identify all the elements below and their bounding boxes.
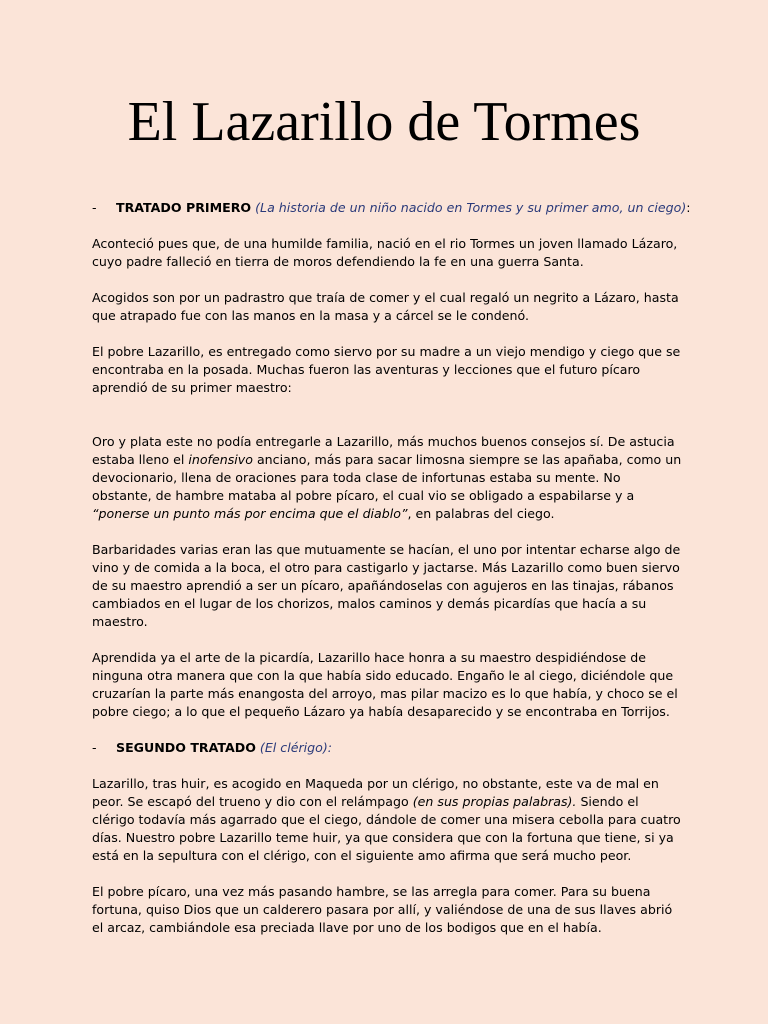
section-label: TRATADO PRIMERO: [116, 200, 252, 215]
paragraph-5: Barbaridades varias eran las que mutuamente se hacían, el uno por intentar echarse algo de vino y de comida a la boca, el otro para castigarlo y jactarse. Más Lazarillo como buen siervo de su maestro aprendió a ser un pícaro, apañándoselas con agujeros en las tinajas, rábanos cambiados en el lugar de los chorizos, malos caminos y demás picardías que hacía a su maestro.: [92, 542, 681, 629]
section-subtitle: (La historia de un niño nacido en Tormes y su primer amo, un ciego): [255, 200, 687, 215]
paragraph-8: El pobre pícaro, una vez más pasando hambre, se las arregla para comer. Para su buena fortuna, quiso Dios que un calderero pasara por allí, y valiéndose de una de sus llaves abrió el arcaz, cambiándole esa preciada llave por uno de los bodigos que en el había.: [92, 884, 673, 935]
paragraph-3: El pobre Lazarillo, es entregado como siervo por su madre a un viejo mendigo y ciego que se encontraba en la posada. Muchas fueron las aventuras y lecciones que el futuro pícaro aprendió de su primer maestro:: [92, 344, 681, 395]
section-heading-tratado-primero: [92, 199, 691, 217]
paragraph-4: [92, 433, 682, 523]
text-run: Siendo el clérigo todavía más agarrado que el ciego, dándole de comer una misera cebolla para cuatro días. Nuestro pobre Lazarillo teme huir, ya que considera que con la fortuna que tiene, si ya está en la sepultura con el clérigo, con el siguiente amo afirma que será mucho peor.: [92, 794, 681, 863]
text-run: anciano, más para sacar limosna siempre se las apañaba, como un devocionario, llena de oraciones para toda clase de infortunas estaba su mente. No obstante, de hambre mataba al pobre pícaro, el cual vio se obligado a espabilarse y a: [92, 452, 682, 503]
italic-text: inofensivo: [188, 452, 253, 467]
section-label: SEGUNDO TRATADO: [116, 740, 256, 755]
section-subtitle: (El clérigo):: [259, 740, 332, 755]
section-heading-segundo-tratado: [92, 739, 682, 757]
document-title: El Lazarillo de Tormes: [127, 91, 641, 153]
paragraph-2: Acogidos son por un padrastro que traía de comer y el cual regaló un negrito a Lázaro, hasta que atrapado fue con las manos en la masa y a cárcel se le condenó.: [92, 290, 679, 323]
italic-text: (en sus propias palabras).: [412, 794, 577, 809]
document-body: [92, 199, 691, 937]
paragraph-7: [92, 775, 682, 865]
paragraph-6: Aprendida ya el arte de la picardía, Lazarillo hace honra a su maestro despidiéndose de ninguna otra manera que con la que había sido educado. Engaño le al ciego, diciéndole que cruzarían la parte más enangosta del arroyo, mas pilar macizo es lo que había, y choco se el pobre ciego; a lo que el pequeño Lázaro ya había desaparecido y se encontraba en Torrijos.: [92, 650, 678, 719]
italic-quote: “ponerse un punto más por encima que el diablo”: [92, 506, 408, 521]
list-dash: -: [92, 740, 97, 755]
section-suffix: :: [686, 200, 691, 215]
list-dash: -: [92, 200, 97, 215]
text-run: Lazarillo, tras huir, es acogido en Maqueda por un clérigo, no obstante, este va de mal en peor. Se escapó del trueno y dio con el relámpago: [92, 776, 659, 809]
paragraph-1: Aconteció pues que, de una humilde familia, nació en el rio Tormes un joven llamado Lázaro, cuyo padre falleció en tierra de moros defendiendo la fe en una guerra Santa.: [92, 236, 678, 269]
text-run: Oro y plata este no podía entregarle a Lazarillo, más muchos buenos consejos sí. De astucia estaba lleno el: [92, 434, 675, 467]
text-run: , en palabras del ciego.: [407, 506, 555, 521]
